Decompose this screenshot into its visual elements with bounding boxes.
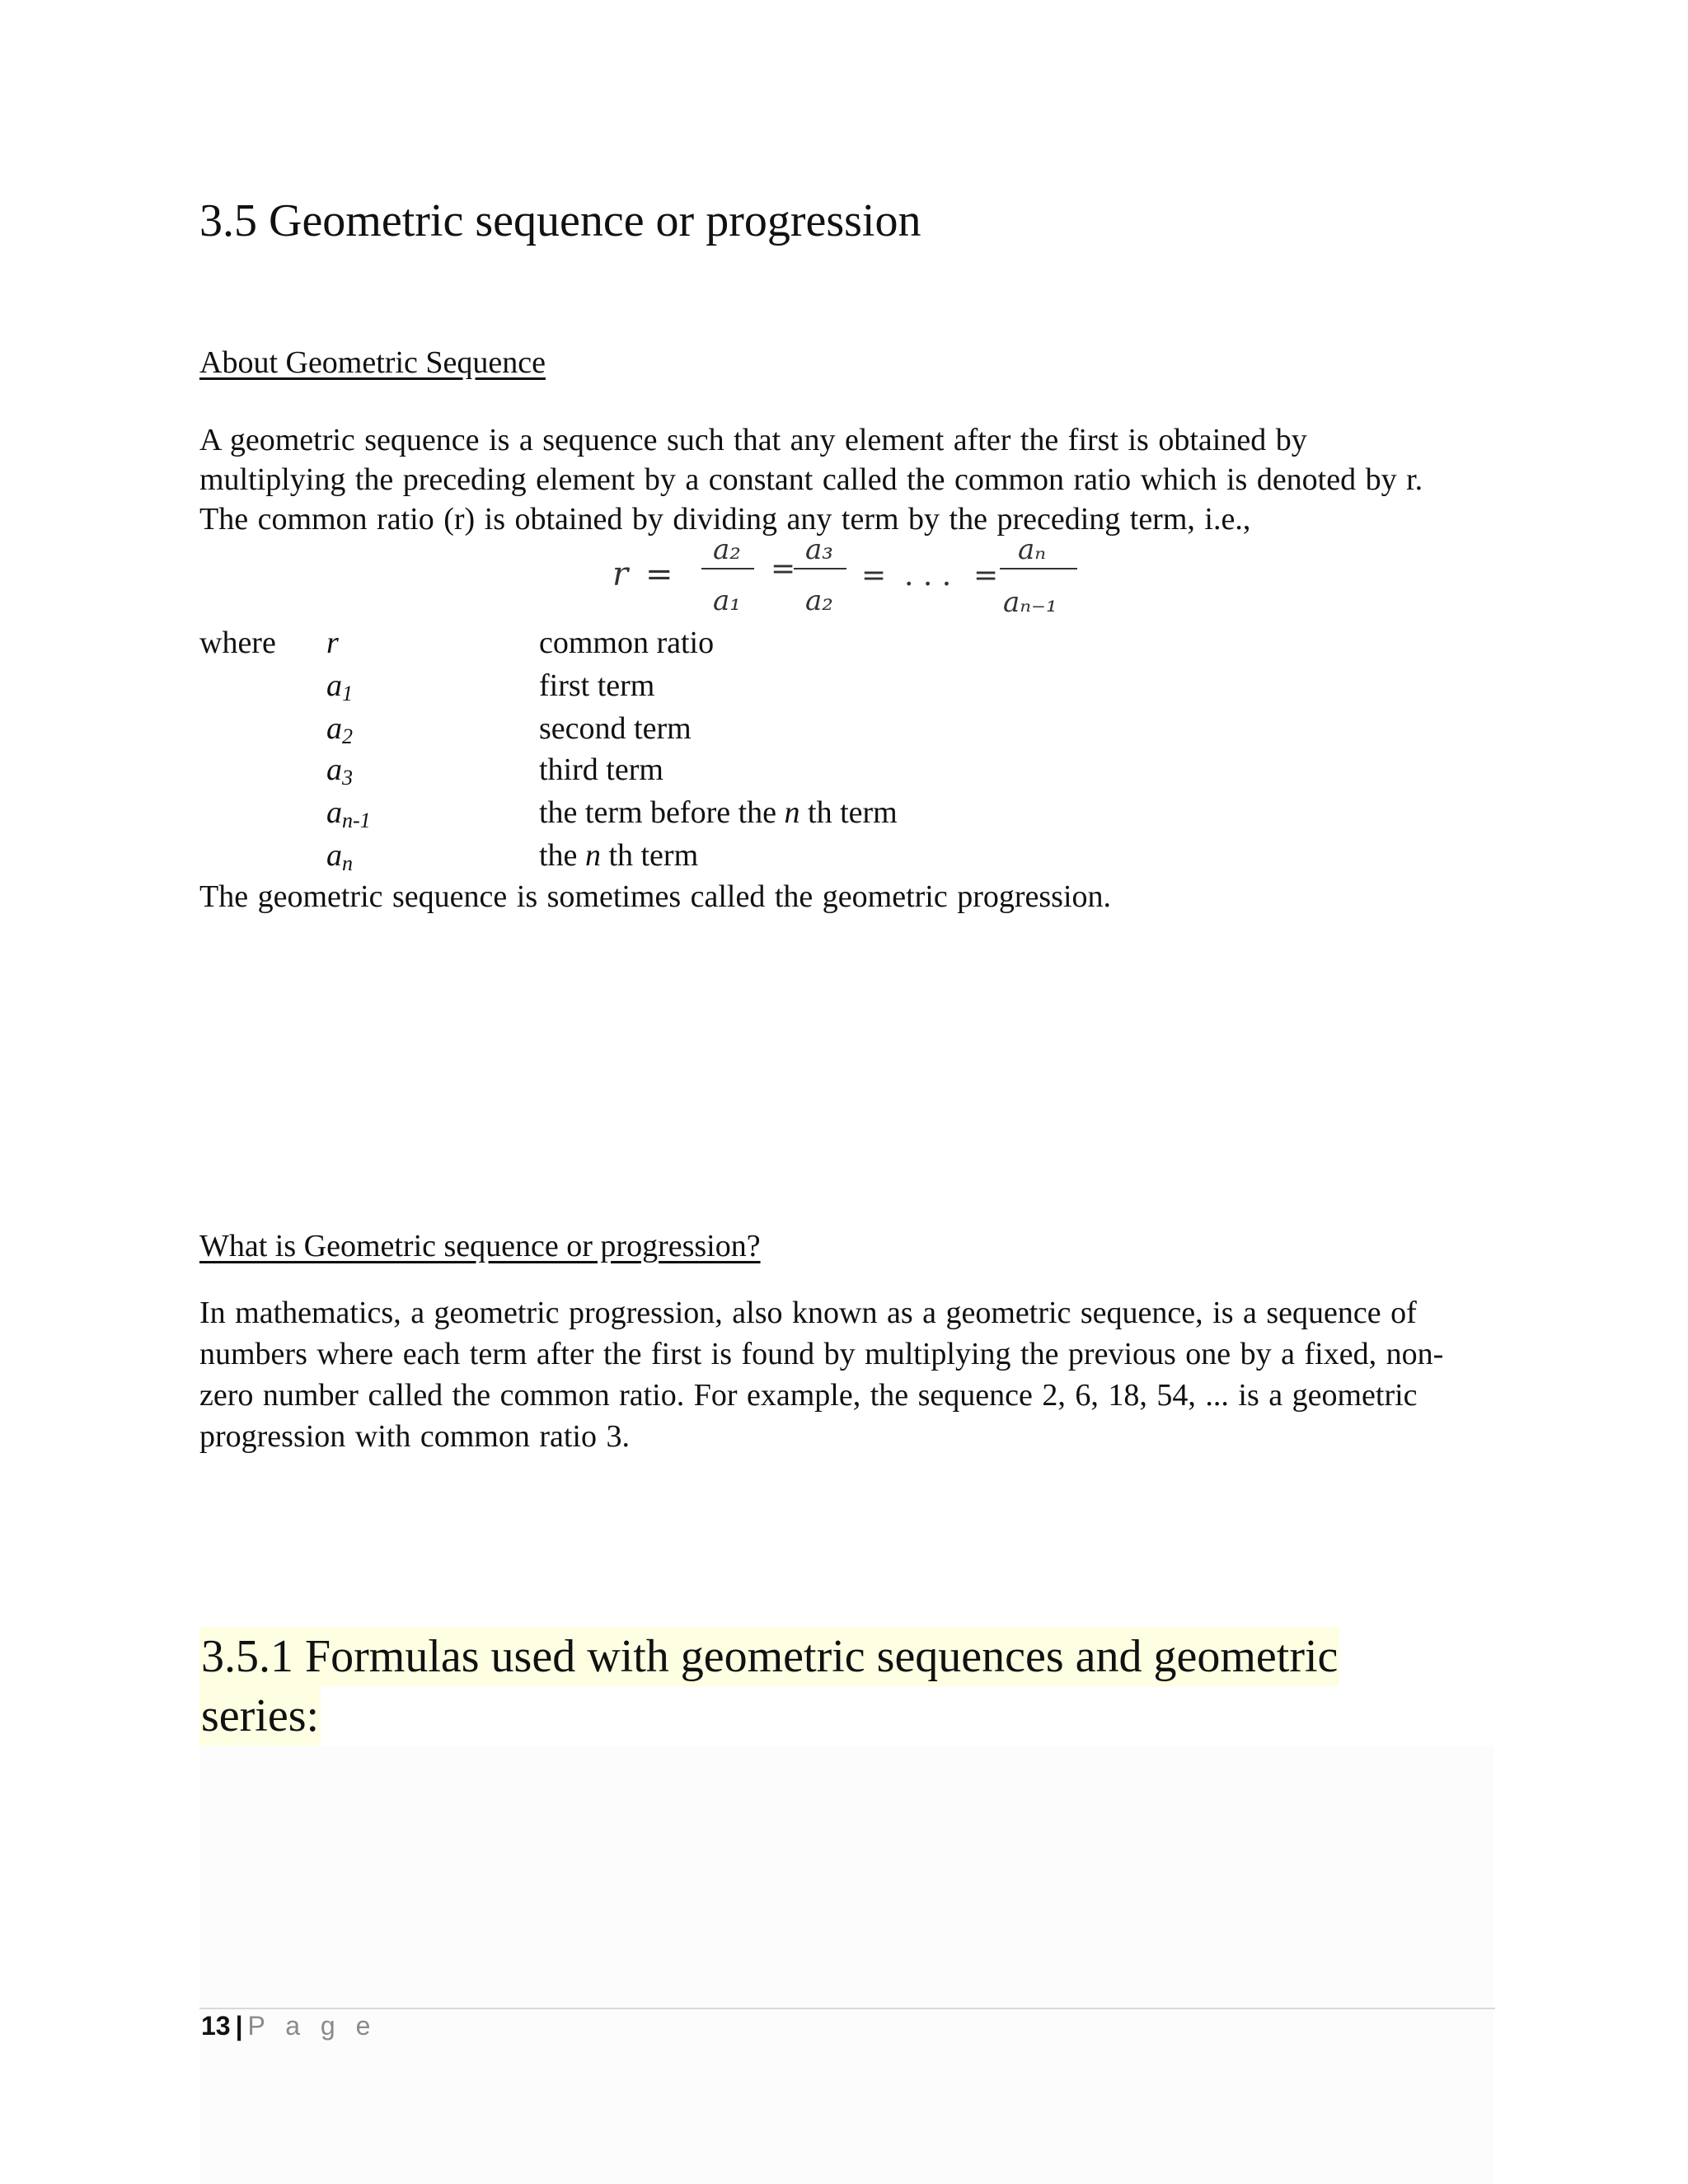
section-heading-line: 3.5.1 Formulas used with geometric sequences and geometric	[199, 1627, 1339, 1686]
formula-equals: =	[973, 559, 999, 593]
page-bottom-shade	[199, 1746, 1493, 2184]
formula-equals: =	[771, 552, 796, 586]
about-subheading: About Geometric Sequence	[199, 345, 546, 380]
common-ratio-formula	[606, 536, 1100, 626]
about-line: multiplying the preceding element by a constant called the common ratio which is denoted by r.	[199, 462, 1423, 497]
section-heading-line: series:	[199, 1686, 321, 1746]
def-symbol: $a_n$	[326, 838, 353, 875]
about-line: The common ratio (r) is obtained by dividing any term by the preceding term, i.e.,	[199, 502, 1251, 537]
what-line: In mathematics, a geometric progression, also known as a geometric sequence, is a sequence of	[199, 1296, 1417, 1330]
about-paragraph	[199, 420, 1485, 539]
closing-sentence: The geometric sequence is sometimes called the geometric progression.	[199, 879, 1112, 914]
def-symbol: $a_2$	[326, 711, 353, 748]
what-line: zero number called the common ratio. For example, the sequence 2, 6, 18, 54, ... is a geometric	[199, 1378, 1418, 1413]
page-number: 13	[201, 2011, 231, 2041]
footer-separator: |	[235, 2011, 243, 2041]
page-label: P a g e	[247, 2011, 377, 2041]
formula-den-n: aₙ₋₁	[1003, 586, 1057, 619]
footer-divider	[199, 2008, 1495, 2009]
formula-den-2: a₂	[805, 584, 833, 617]
what-paragraph	[199, 1292, 1485, 1457]
where-label: where	[199, 626, 276, 660]
def-description: first term	[539, 668, 655, 703]
def-symbol: $a_{n-1}$	[326, 795, 371, 832]
def-symbol: $a_3$	[326, 752, 353, 790]
about-line: A geometric sequence is a sequence such that any element after the first is obtained by	[199, 423, 1307, 457]
what-subheading: What is Geometric sequence or progression?	[199, 1229, 761, 1263]
page-footer	[201, 2011, 377, 2041]
formula-num-1: a₂	[713, 536, 741, 566]
what-line: progression with common ratio 3.	[199, 1419, 630, 1454]
what-line: numbers where each term after the first is found by multiplying the previous one by a fixed, non-	[199, 1337, 1444, 1371]
def-symbol: r	[326, 626, 339, 660]
formula-num-2: a₃	[805, 536, 833, 566]
formula-num-n: aₙ	[1018, 536, 1047, 566]
page-heading: 3.5 Geometric sequence or progression	[199, 195, 921, 246]
formula-den-1: a₁	[713, 584, 741, 617]
formula-lhs: r	[612, 555, 629, 593]
def-description: the term before the n th term	[539, 795, 898, 830]
def-description: third term	[539, 752, 663, 787]
formula-equals: =	[645, 555, 673, 593]
section-heading	[199, 1627, 1339, 1746]
formula-equals: =	[861, 559, 887, 593]
def-description: common ratio	[539, 626, 715, 660]
def-description: the n th term	[539, 838, 699, 873]
def-symbol: $a_1$	[326, 668, 353, 705]
def-description: second term	[539, 711, 692, 746]
formula-ellipsis: . . .	[904, 559, 952, 593]
